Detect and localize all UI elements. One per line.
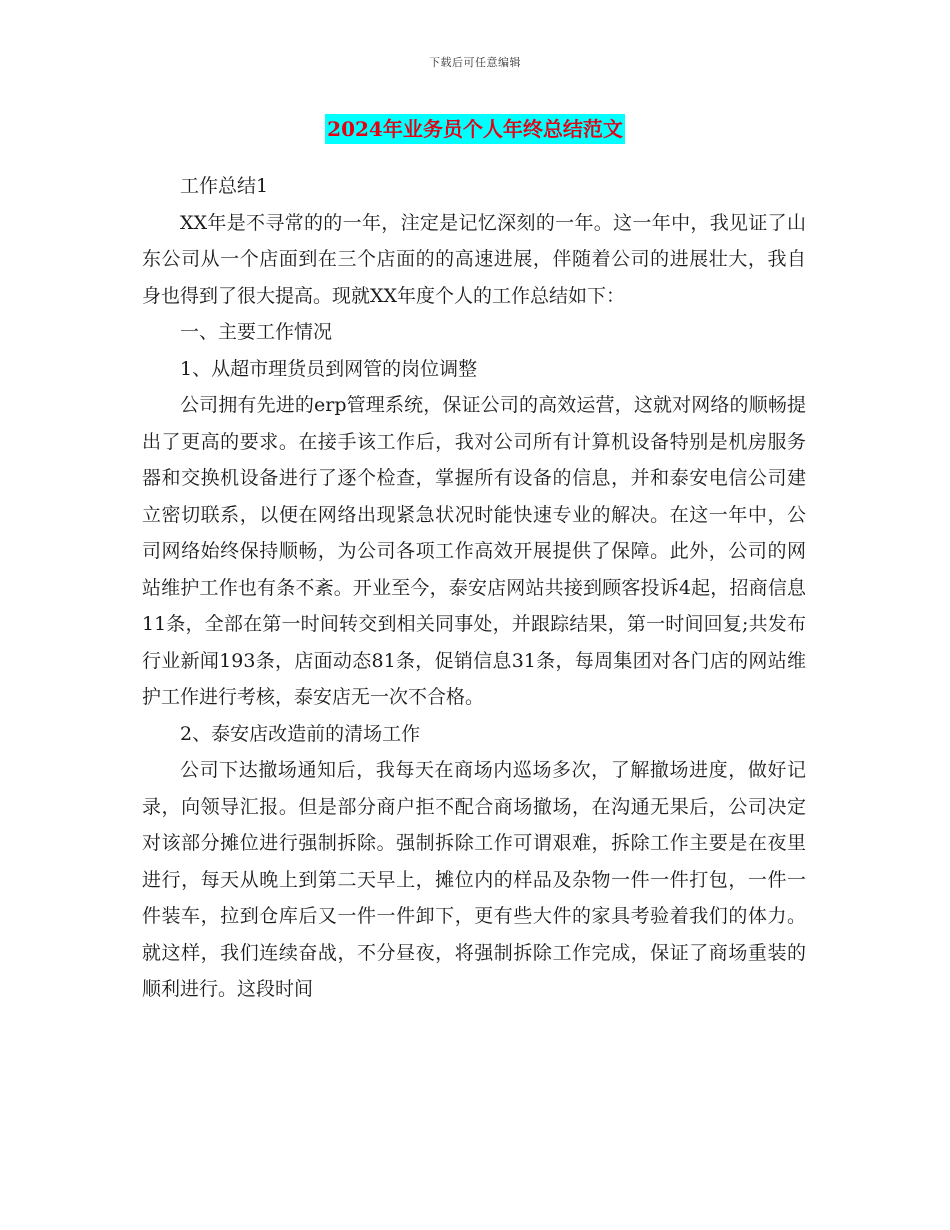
section-heading: 工作总结1 <box>180 175 269 197</box>
document-body <box>142 168 806 1008</box>
body-paragraph: XX年是不寻常的的一年，注定是记忆深刻的一年。这一年中，我见证了山东公司从一个店面到在三个店面的的高速进展，伴随着公司的进展壮大，我自身也得到了很大提高。现就XX年度个人的工作总结如下： <box>142 211 806 307</box>
body-paragraph: 公司下达撤场通知后，我每天在商场内巡场多次，了解撤场进度，做好记录，向领导汇报。但是部分商户拒不配合商场撤场，在沟通无果后，公司决定对该部分摊位进行强制拆除。强制拆除工作可谓艰难，拆除工作主要是在夜里进行，每天从晚上到第二天早上，摊位内的样品及杂物一件一件打包，一件一件装车，拉到仓库后又一件一件卸下，更有些大件的家具考验着我们的体力。就这样，我们连续奋战，不分昼夜，将强制拆除工作完成，保证了商场重装的顺利进行。这段时间 <box>142 759 806 1000</box>
subsection-heading: 1、从超市理货员到网管的岗位调整 <box>180 357 478 380</box>
title-container <box>0 114 950 144</box>
body-paragraph: 公司拥有先进的erp管理系统，保证公司的高效运营，这就对网络的顺畅提出了更高的要求。在接手该工作后，我对公司所有计算机设备特别是机房服务器和交换机设备进行了逐个检查，掌握所有设备的信息，并和泰安电信公司建立密切联系，以便在网络出现紧急状况时能快速专业的解决。在这一年中，公司网络始终保持顺畅，为公司各项工作高效开展提供了保障。此外，公司的网站维护工作也有条不紊。开业至今，泰安店网站共接到顾客投诉4起，招商信息11条，全部在第一时间转交到相关同事处，并跟踪结果，第一时间回复;共发布行业新闻193条，店面动态81条，促销信息31条，每周集团对各门店的网站维护工作进行考核，泰安店无一次不合格。 <box>142 394 806 708</box>
section-heading: 一、主要工作情况 <box>180 321 333 343</box>
document-title: 2024年业务员个人年终总结范文 <box>325 114 625 144</box>
subsection-heading: 2、泰安店改造前的清场工作 <box>180 722 421 745</box>
header-note: 下载后可任意编辑 <box>429 56 521 69</box>
